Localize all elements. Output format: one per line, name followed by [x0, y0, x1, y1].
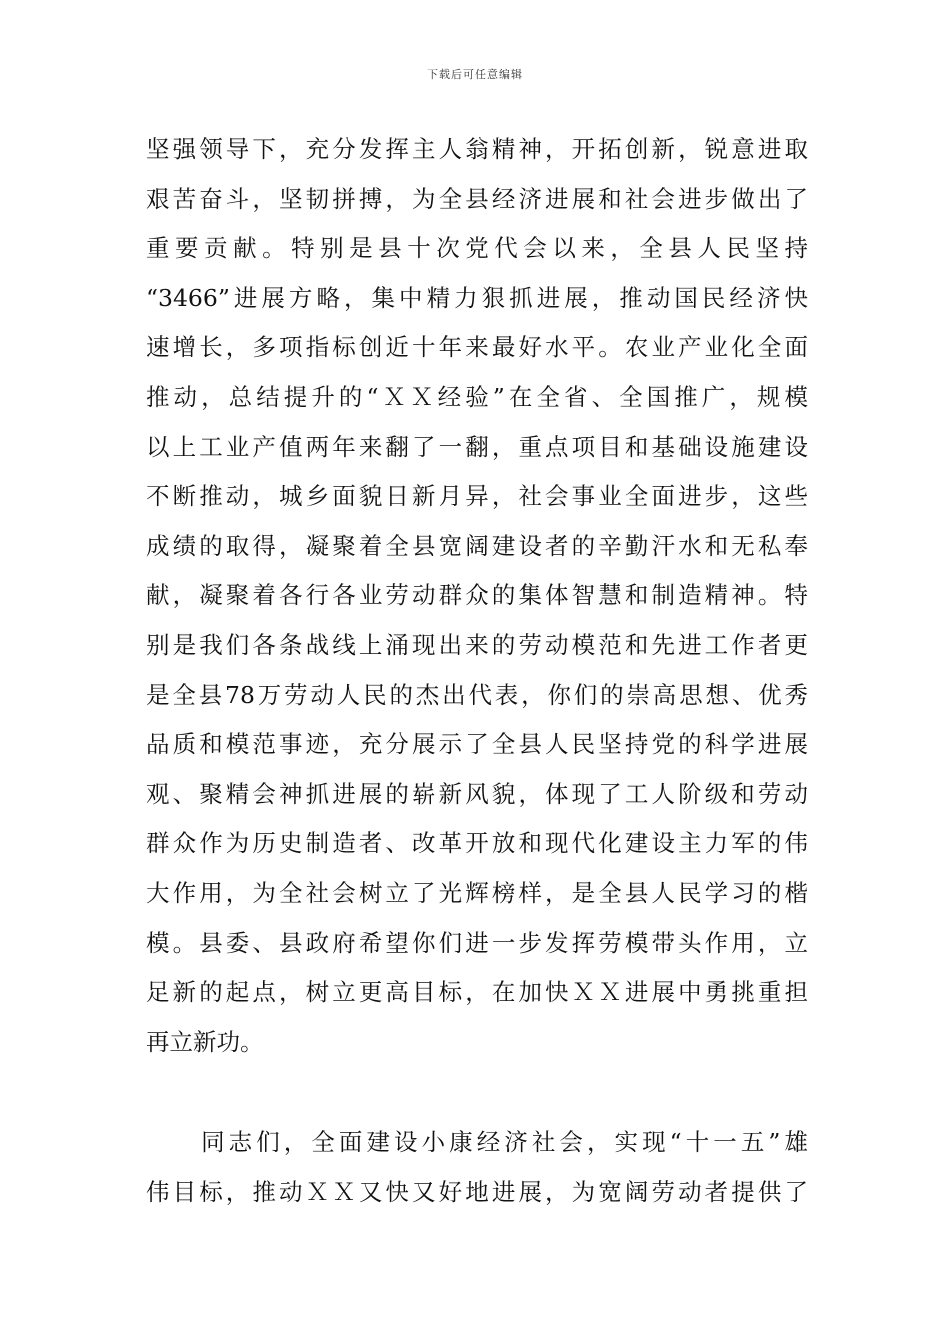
text-line: 观、聚精会神抓进展的崭新风貌，体现了工人阶级和劳动 — [146, 779, 808, 808]
text-line: 速增长，多项指标创近十年来最好水平。农业产业化全面 — [146, 333, 808, 362]
text-line: 是全县78万劳动人民的杰出代表，你们的崇高思想、优秀 — [146, 680, 808, 709]
text-line: 别是我们各条战线上涌现出来的劳动模范和先进工作者更 — [146, 630, 808, 659]
text-line: 品质和模范事迹，充分展示了全县人民坚持党的科学进展 — [146, 730, 808, 759]
text-line: 献，凝聚着各行各业劳动群众的集体智慧和制造精神。特 — [146, 581, 808, 610]
text-line: “3466”进展方略，集中精力狠抓进展，推动国民经济快 — [146, 283, 808, 312]
body-paragraph — [146, 125, 808, 1067]
text-line: 同志们，全面建设小康经济社会，实现“十一五”雄 — [146, 1128, 808, 1156]
text-line: 以上工业产值两年来翻了一翻，重点项目和基础设施建设 — [146, 432, 808, 461]
text-line: 成绩的取得，凝聚着全县宽阔建设者的辛勤汗水和无私奉 — [146, 531, 808, 560]
document-header-note: 下载后可任意编辑 — [427, 68, 523, 81]
text-line: 坚强领导下，充分发挥主人翁精神，开拓创新，锐意进取 — [146, 135, 808, 163]
text-line: 重要贡献。特别是县十次党代会以来，全县人民坚持 — [146, 234, 808, 263]
text-line: 艰苦奋斗，坚韧拼搏，为全县经济进展和社会进步做出了 — [146, 184, 808, 213]
text-line: 再立新功。 — [146, 1027, 264, 1056]
text-line: 大作用，为全社会树立了光辉榜样，是全县人民学习的楷 — [146, 878, 808, 907]
text-line: 足新的起点，树立更高目标，在加快ＸＸ进展中勇挑重担 — [146, 978, 808, 1007]
text-line: 不断推动，城乡面貌日新月异，社会事业全面进步，这些 — [146, 482, 808, 511]
text-line: 群众作为历史制造者、改革开放和现代化建设主力军的伟 — [146, 829, 808, 858]
text-line: 伟目标，推动ＸＸ又快又好地进展，为宽阔劳动者提供了 — [146, 1177, 808, 1206]
text-line: 推动，总结提升的“ＸＸ经验”在全省、全国推广，规模 — [146, 382, 808, 411]
body-paragraph — [146, 1118, 808, 1217]
text-line: 模。县委、县政府希望你们进一步发挥劳模带头作用，立 — [146, 928, 808, 957]
